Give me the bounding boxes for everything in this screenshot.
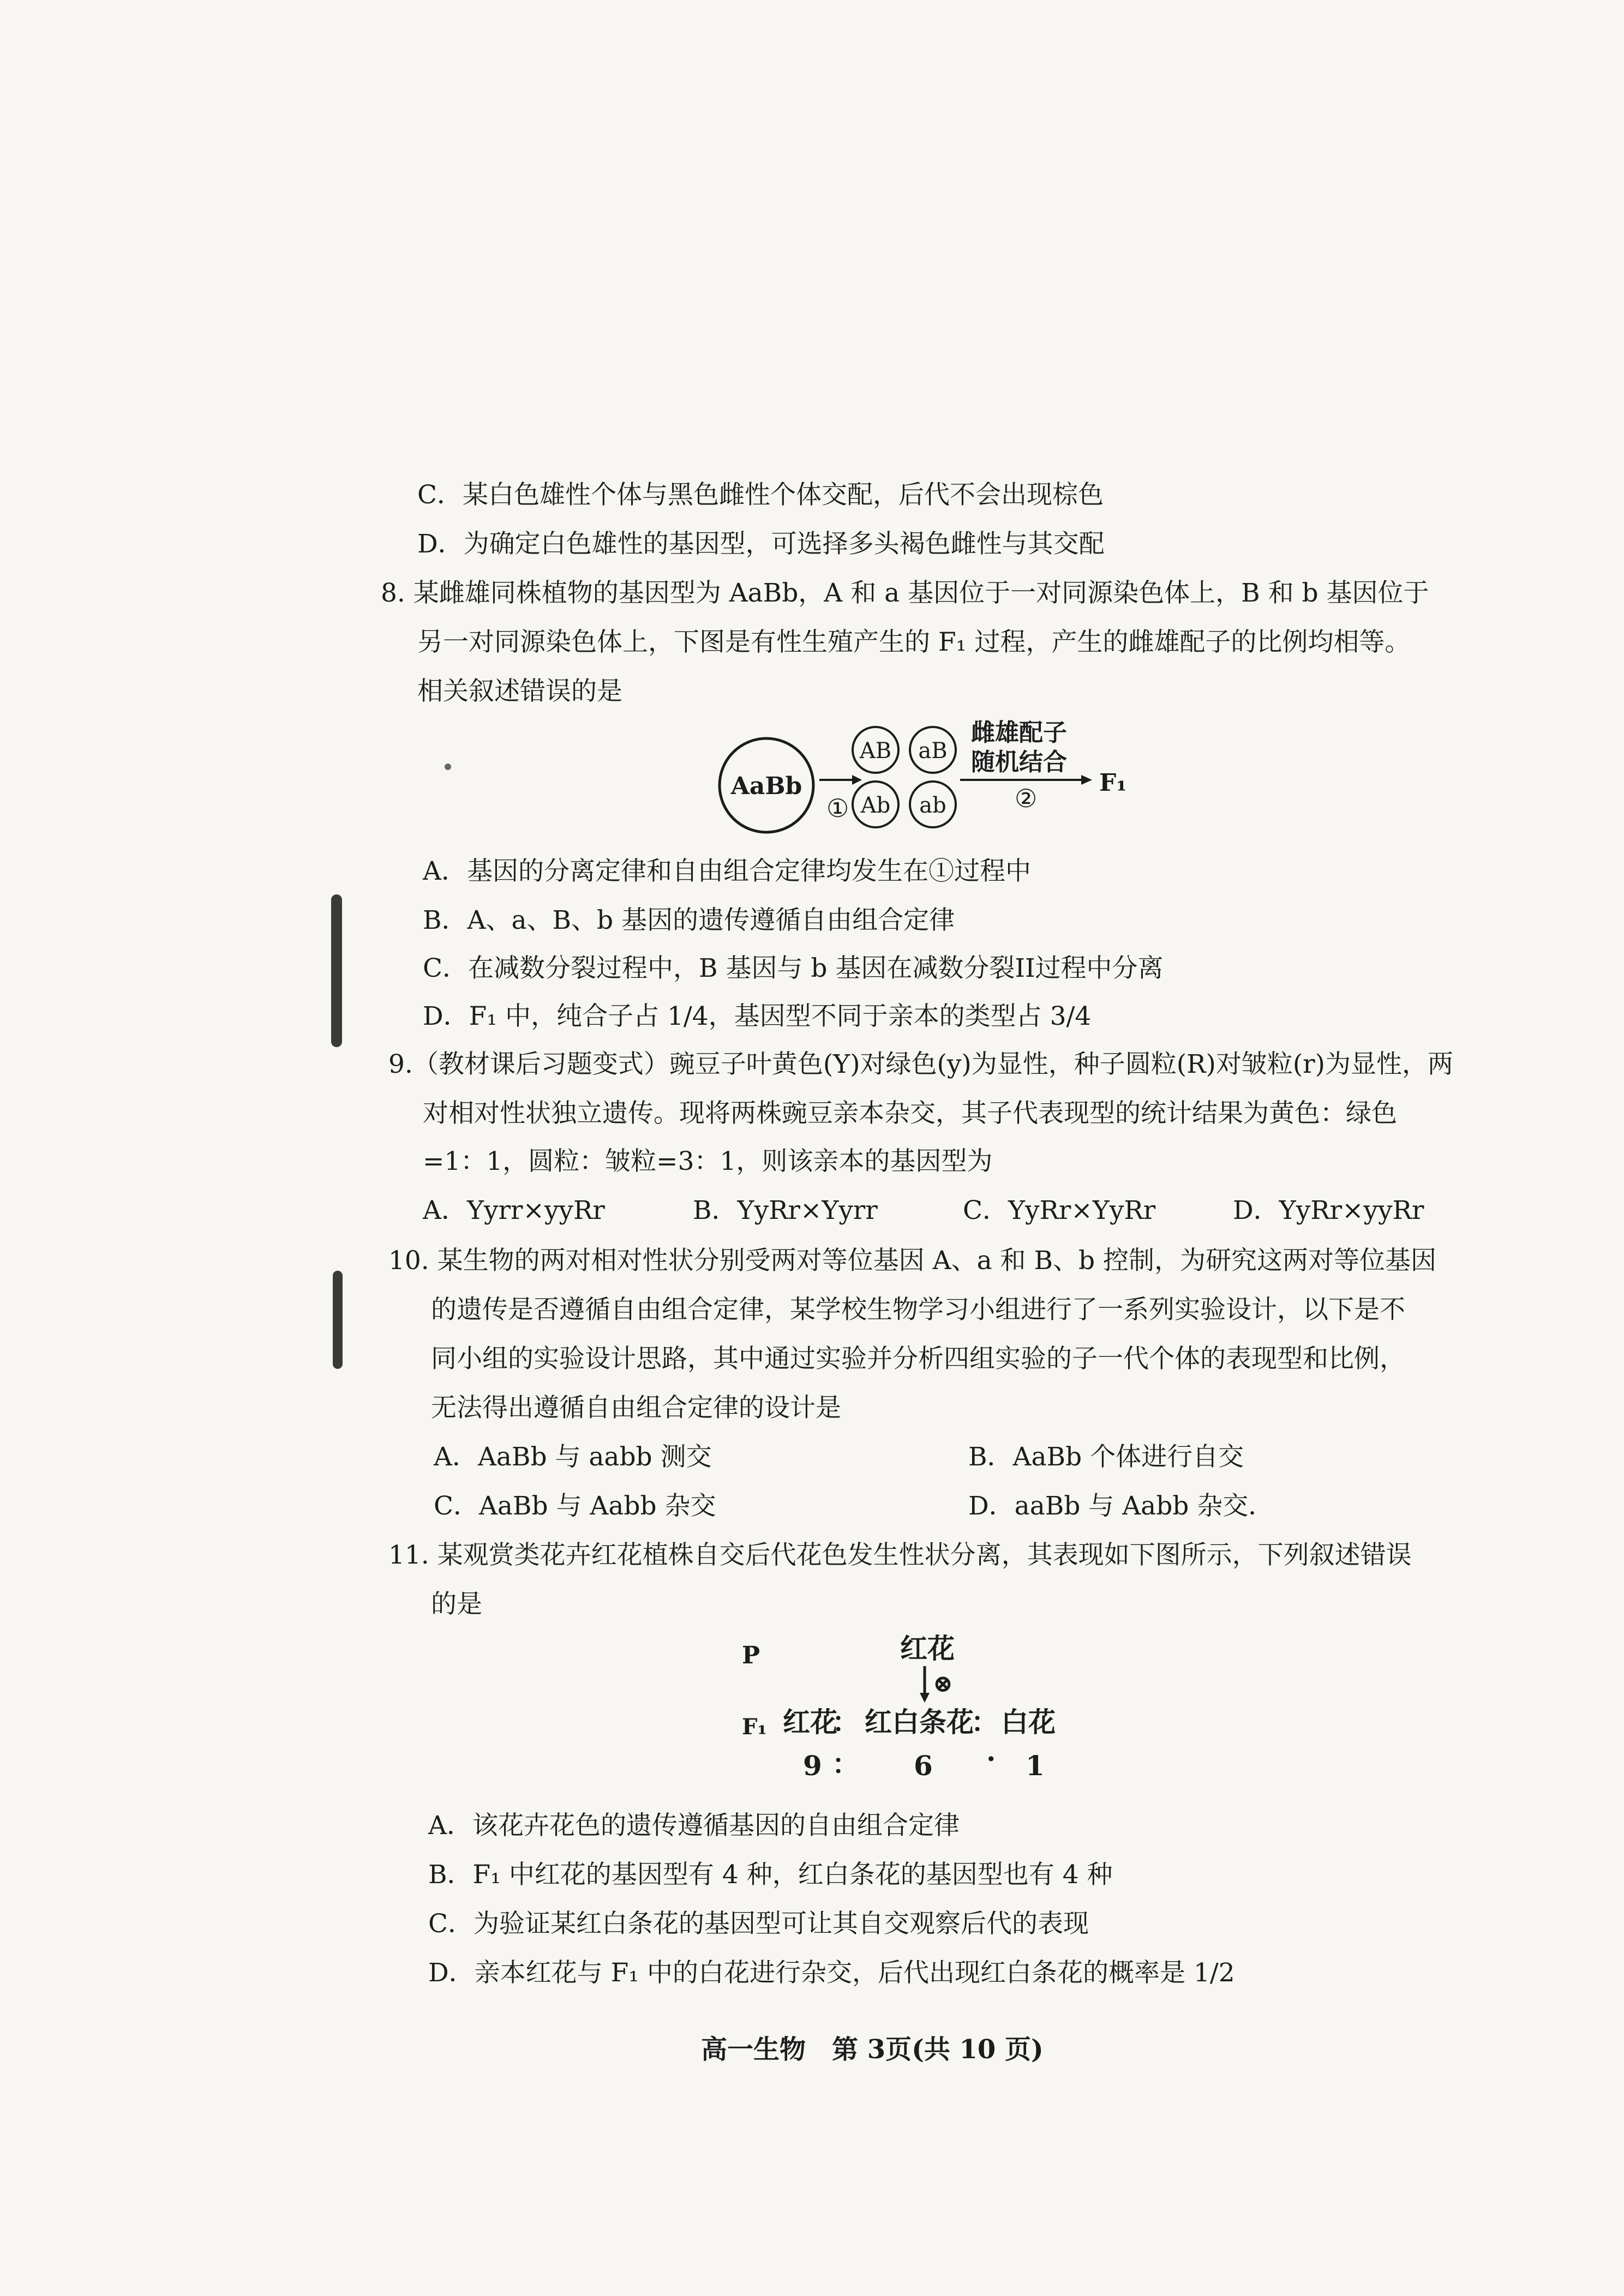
- self-cross-symbol: ⊗: [933, 1670, 953, 1698]
- gamete-AB: AB: [859, 738, 892, 764]
- f1-phenotype-red: 红花: [783, 1706, 837, 1738]
- meiosis-arrowhead: [852, 775, 862, 785]
- q9-option-a: A．Yyrr×yyRr: [423, 1195, 605, 1225]
- parent-genotype: AaBb: [730, 772, 802, 800]
- q8-stem-line-2: 另一对同源染色体上，下图是有性生殖产生的 F₁ 过程，产生的雌雄配子的比例均相等。: [417, 627, 1411, 657]
- page-footer: 高一生物 第 3页(共 10 页): [701, 2034, 1044, 2065]
- scan-dot: [445, 764, 451, 770]
- q10-option-d: D．aaBb 与 Aabb 杂交．: [968, 1491, 1274, 1521]
- q8-stem-line-3: 相关叙述错误的是: [417, 676, 622, 706]
- scan-mark-2: [333, 1271, 343, 1369]
- ratio-sep-2: ·: [986, 1742, 996, 1775]
- q9-option-d: D．YyRr×yyRr: [1233, 1195, 1424, 1225]
- q10-stem-line-1: 10. 某生物的两对相对性状分别受两对等位基因 A、a 和 B、b 控制，为研究这两对等位基因: [388, 1246, 1437, 1276]
- ratio-sep-1: ：: [832, 1748, 859, 1780]
- q10-option-b: B．AaBb 个体进行自交: [968, 1442, 1244, 1472]
- q8-option-a: A．基因的分离定律和自由组合定律均发生在①过程中: [423, 856, 1031, 886]
- fusion-label-1: 雌雄配子: [971, 719, 1067, 747]
- q9-option-c: C．YyRr×YyRr: [963, 1195, 1156, 1225]
- q11-option-d: D．亲本红花与 F₁ 中的白花进行杂交，后代出现红白条花的概率是 1/2: [428, 1958, 1235, 1988]
- q8-option-d: D．F₁ 中，纯合子占 1/4，基因型不同于亲本的类型占 3/4: [423, 1001, 1092, 1031]
- scan-mark-1: [331, 894, 342, 1047]
- ratio-striped: 6: [914, 1750, 933, 1782]
- offspring-label: F₁: [1099, 769, 1127, 797]
- p-generation-label: P: [742, 1642, 760, 1669]
- ratio-red: 9: [803, 1750, 822, 1782]
- q8-option-c: C．在减数分裂过程中，B 基因与 b 基因在减数分裂II过程中分离: [423, 953, 1164, 983]
- step-two-label: ②: [1015, 784, 1038, 813]
- fusion-label-2: 随机结合: [971, 748, 1067, 776]
- q11-stem-line-2: 的是: [431, 1589, 482, 1619]
- q11-cross-diagram: [742, 1631, 1124, 1794]
- ratio-white: 1: [1026, 1750, 1045, 1782]
- gamete-Ab: Ab: [860, 793, 891, 818]
- q9-stem-line-2: 对相对性状独立遗传。现将两株豌豆亲本杂交，其子代表现型的统计结果为黄色：绿色: [423, 1098, 1397, 1128]
- f1-generation-label: F₁: [742, 1714, 767, 1740]
- q11-option-c: C．为验证某红白条花的基因型可让其自交观察后代的表现: [428, 1909, 1089, 1939]
- q7-option-d: D．为确定白色雄性的基因型，可选择多头褐色雌性与其交配: [417, 529, 1105, 559]
- q8-stem-line-1: 8. 某雌雄同株植物的基因型为 AaBb，A 和 a 基因位于一对同源染色体上，B 和 b 基因位于: [381, 578, 1429, 608]
- gamete-aB: aB: [918, 738, 948, 764]
- p-parent-phenotype: 红花: [900, 1632, 955, 1664]
- q7-option-c: C．某白色雄性个体与黑色雌性个体交配，后代不会出现棕色: [417, 480, 1104, 510]
- q11-option-a: A．该花卉花色的遗传遵循基因的自由组合定律: [428, 1811, 960, 1841]
- q10-stem-line-2: 的遗传是否遵循自由组合定律，某学校生物学习小组进行了一系列实验设计，以下是不: [431, 1295, 1405, 1325]
- q11-stem-line-1: 11. 某观赏类花卉红花植株自交后代花色发生性状分离，其表现如下图所示，下列叙述错误: [388, 1540, 1412, 1570]
- q10-stem-line-4: 无法得出遵循自由组合定律的设计是: [431, 1393, 841, 1423]
- q10-option-a: A．AaBb 与 aabb 测交: [434, 1442, 712, 1472]
- f1-sep-2: ：: [971, 1706, 998, 1738]
- f1-sep-1: ：: [832, 1706, 859, 1738]
- q9-option-b: B．YyRr×Yyrr: [693, 1195, 878, 1225]
- q9-stem-line-1: 9.（教材课后习题变式）豌豆子叶黄色(Y)对绿色(y)为显性，种子圆粒(R)对皱粒(r)为显性，两: [388, 1049, 1453, 1079]
- q10-option-c: C．AaBb 与 Aabb 杂交: [434, 1491, 716, 1521]
- f1-phenotype-white: 白花: [1001, 1706, 1056, 1738]
- gamete-ab: ab: [919, 793, 946, 818]
- q8-option-b: B．A、a、B、b 基因的遗传遵循自由组合定律: [423, 905, 955, 935]
- selfing-arrowhead: [920, 1693, 930, 1703]
- f1-phenotype-striped: 红白条花: [865, 1706, 974, 1738]
- step-one-label: ①: [826, 794, 849, 823]
- q11-option-b: B．F₁ 中红花的基因型有 4 种，红白条花的基因型也有 4 种: [428, 1860, 1113, 1890]
- q9-stem-line-3: =1：1，圆粒：皱粒=3：1，则该亲本的基因型为: [423, 1146, 993, 1176]
- q10-stem-line-3: 同小组的实验设计思路，其中通过实验并分析四组实验的子一代个体的表现型和比例，: [431, 1344, 1405, 1374]
- q8-gamete-diagram: [704, 709, 1315, 867]
- fusion-arrowhead: [1081, 775, 1092, 785]
